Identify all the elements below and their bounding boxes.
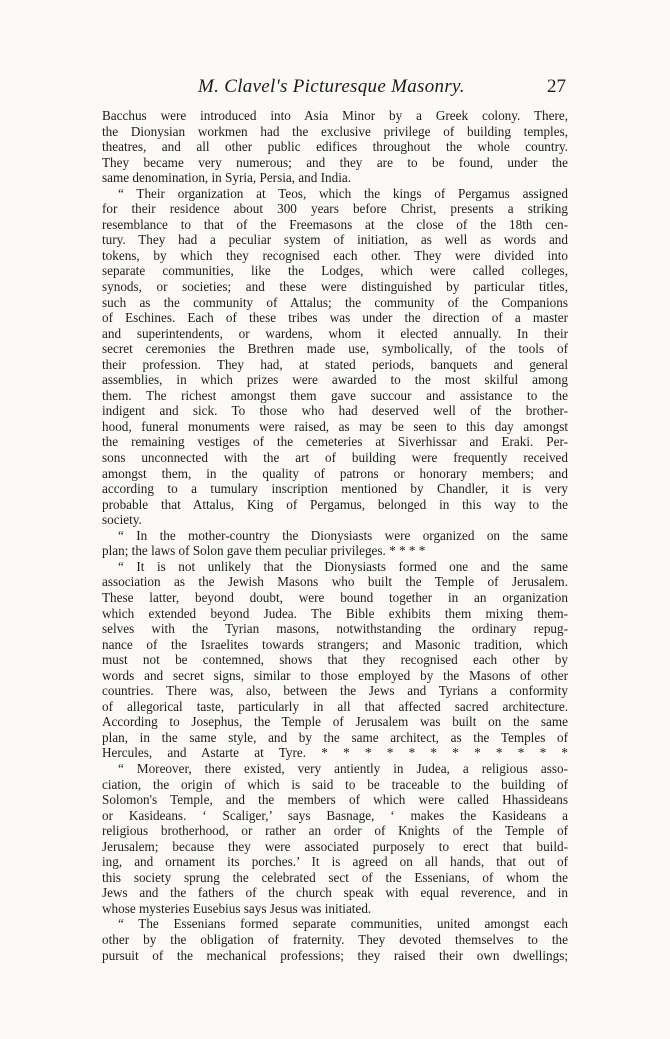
text-line: according to a tumulary inscription mentioned by Chandler, it is very <box>102 481 568 497</box>
text-line: plan; the laws of Solon gave them peculiar privileges. * * * * <box>102 543 426 559</box>
text-line: other by the obligation of fraternity. They devoted themselves to the <box>102 931 568 947</box>
text-line: whose mysteries Eusebius says Jesus was initiated. <box>102 900 372 916</box>
text-line: indigent and sick. To those who had deserved well of the brother- <box>102 403 568 419</box>
text-line: “ Their organization at Teos, which the kings of Pergamus assigned <box>118 185 568 201</box>
text-line: hood, funeral monuments were raised, as may be seen to this day amongst <box>102 418 568 434</box>
text-line: secret ceremonies the Brethren made use, symbolically, of the tools of <box>102 341 568 357</box>
text-line: Bacchus were introduced into Asia Minor by a Greek colony. There, <box>102 108 568 123</box>
text-line: this society sprung the celebrated sect of the Essenians, of whom the <box>102 869 568 885</box>
text-line: amongst them, in the quality of patrons or honorary members; and <box>102 465 568 481</box>
text-line: same denomination, in Syria, Persia, and India. <box>102 170 352 186</box>
text-line: of Eschines. Each of these tribes was under the direction of a master <box>102 310 568 326</box>
text-line: separate communities, like the Lodges, which were called colleges, <box>102 263 568 279</box>
text-line: them. The richest amongst them gave succour and assistance to the <box>102 387 568 403</box>
text-line: association as the Jewish Masons who built the Temple of Jerusalem. <box>102 574 568 590</box>
text-line: and superintendents, or wardens, whom it elected annually. In their <box>102 325 568 341</box>
text-line: “ In the mother-country the Dionysiasts were organized on the same <box>118 527 568 543</box>
text-line: such as the community of Attalus; the community of the Companions <box>102 294 568 310</box>
text-line: tury. They had a peculiar system of initiation, as well as words and <box>102 232 568 248</box>
text-line: synods, or societies; and these were distinguished by particular titles, <box>102 279 568 295</box>
text-line: probable that Attalus, King of Pergamus, belonged in this way to the <box>102 496 568 512</box>
text-line: assemblies, in which prizes were awarded to the most skilful among <box>102 372 568 388</box>
text-line: Solomon's Temple, and the members of which were called Hhassideans <box>102 792 568 808</box>
text-line: “ Moreover, there existed, very antiently in Judea, a religious asso- <box>118 760 568 776</box>
text-line: “ It is not unlikely that the Dionysiasts formed one and the same <box>118 558 568 574</box>
text-line: They became very numerous; and they are to be found, under the <box>102 154 568 170</box>
text-line: for their residence about 300 years before Christ, presents a striking <box>102 201 568 217</box>
text-line: Jews and the fathers of the church speak with equal reverence, and in <box>102 885 568 901</box>
text-line: of allegorical taste, particularly in all that affected sacred architecture. <box>102 698 568 714</box>
text-line: These latter, beyond doubt, were bound together in an organization <box>102 589 568 605</box>
text-line: religious brotherhood, or rather an order of Knights of the Temple of <box>102 823 568 839</box>
text-line: tokens, by which they recognised each other. They were divided into <box>102 247 568 263</box>
text-line: must not be contemned, shows that they recognised each other by <box>102 652 568 668</box>
text-line: their profession. They had, at stated periods, banquets and general <box>102 356 568 372</box>
text-line: words and secret signs, similar to those employed by the Masons of other <box>102 667 568 683</box>
page-header <box>100 76 570 102</box>
text-line: the remaining vestiges of the cemeteries at Siverhissar and Eraki. Per- <box>102 434 568 450</box>
text-line: “ The Essenians formed separate communities, united amongst each <box>118 916 568 932</box>
text-line: pursuit of the mechanical professions; they raised their own dwellings; <box>102 947 568 963</box>
text-line: selves with the Tyrian masons, notwithstanding the ordinary repug- <box>102 621 568 637</box>
text-line: countries. There was, also, between the Jews and Tyrians a conformity <box>102 683 568 699</box>
running-title: M. Clavel's Picturesque Masonry. <box>198 76 465 97</box>
text-line: society. <box>102 512 142 528</box>
text-line: which extended beyond Judea. The Bible exhibits them mixing them- <box>102 605 568 621</box>
text-line: nance of the Israelites towards strangers; and Masonic tradition, which <box>102 636 568 652</box>
text-line: sons unconnected with the art of building were frequently received <box>102 450 568 466</box>
text-line: plan, in the same style, and by the same architect, as the Temples of <box>102 729 568 745</box>
body-text <box>102 108 568 963</box>
text-line: ing, and ornament its porches.’ It is agreed on all hands, that out of <box>102 854 568 870</box>
text-line: or Kasideans. ‘ Scaliger,’ says Basnage, ‘ makes the Kasideans a <box>102 807 568 823</box>
text-line: resemblance to that of the Freemasons at the close of the 18th cen- <box>102 216 568 232</box>
text-line: Hercules, and Astarte at Tyre. * * * * * * * * * * * * <box>102 745 568 761</box>
text-line: According to Josephus, the Temple of Jerusalem was built on the same <box>102 714 568 730</box>
text-line: ciation, the origin of which is said to be traceable to the building of <box>102 776 568 792</box>
text-line: the Dionysian workmen had the exclusive privilege of building temples, <box>102 123 568 139</box>
text-line: Jerusalem; because they were associated purposely to erect that build- <box>102 838 568 854</box>
text-line: theatres, and all other public edifices throughout the whole country. <box>102 139 568 155</box>
page-number: 27 <box>547 76 566 97</box>
